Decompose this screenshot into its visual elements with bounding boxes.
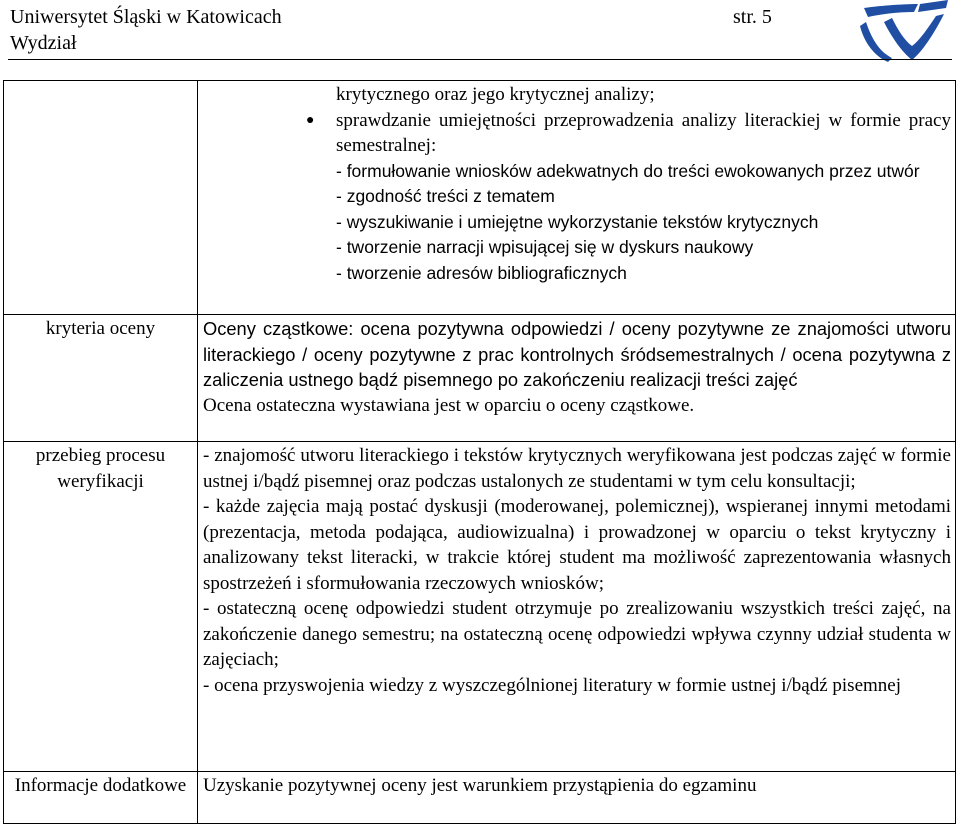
table-row xyxy=(4,315,956,442)
list-item: - zgodność treści z tematem xyxy=(336,186,555,206)
faculty-name: Wydział xyxy=(10,32,77,54)
table-row xyxy=(4,81,956,315)
paragraph: Ocena ostateczna wystawiana jest w oparciu o oceny cząstkowe. xyxy=(203,394,695,416)
row-content-additional xyxy=(198,772,956,824)
paragraph: - ocena przyswojenia wiedzy z wyszczególnionej literatury w formie ustnej i/bądź pisemnej xyxy=(203,674,901,696)
text-line: krytycznego oraz jego krytycznej analizy; xyxy=(336,84,655,105)
paragraph: - ostateczną ocenę odpowiedzi student otrzymuje po zrealizowaniu wszystkich treści zajęć, na zakończenie danego semestru; na ostateczną ocenę odpowiedzi wpływa czynny udział studenta w zajęciach; xyxy=(203,598,951,670)
bullet-text: sprawdzanie umiejętności przeprowadzenia analizy literackiej w formie pracy semestralnej: xyxy=(336,109,951,156)
list-item: - wyszukiwanie i umiejętne wykorzystanie tekstów krytycznych xyxy=(336,211,819,232)
row-content-criteria xyxy=(198,315,956,442)
table-row xyxy=(4,442,956,772)
bullet-list xyxy=(203,108,951,159)
list-item: - tworzenie narracji wpisującej się w dyskurs naukowy xyxy=(336,237,754,257)
row-content-verification xyxy=(198,442,956,772)
header-rule xyxy=(8,59,952,60)
header-line xyxy=(10,5,772,29)
table-row xyxy=(4,772,956,824)
list-item: - tworzenie adresów bibliograficznych xyxy=(336,262,627,283)
bullet-icon: ● xyxy=(306,112,315,128)
list-item xyxy=(203,108,951,159)
row-content-methods xyxy=(198,81,956,315)
paragraph: - każde zajęcia mają postać dyskusji (moderowanej, polemicznej), wspieranej innymi metodami (prezentacja, metoda podająca, audiowizualna) i prowadzonej w oparciu o tekst krytyczny i analizowany tekst literacki, w trakcie której student ma możliwość zaprezentowania własnych spostrzeżeń i sformułowania rzeczowych wniosków; xyxy=(203,496,951,594)
course-table xyxy=(3,80,956,824)
list-item: - formułowanie wniosków adekwatnych do treści ewokowanych przez utwór xyxy=(336,160,920,181)
paragraph: Oceny cząstkowe: ocena pozytywna odpowiedzi / oceny pozytywne ze znajomości utworu literackiego / oceny pozytywne z prac kontrolnych śródsemestralnych / ocena pozytywna z zaliczenia ustnego bądź pisemnego po zakończeniu realizacji treści zajęć xyxy=(203,318,951,390)
row-label-verification: przebieg procesu weryfikacji xyxy=(4,442,198,772)
university-logo xyxy=(858,0,950,66)
subline-list xyxy=(203,159,951,287)
row-label-criteria: kryteria oceny xyxy=(4,315,198,442)
university-name: Uniwersytet Śląski w Katowicach xyxy=(10,6,282,28)
row-label-empty xyxy=(4,81,198,315)
page-number: str. 5 xyxy=(733,6,772,28)
page-header xyxy=(0,0,960,70)
row-label-additional: Informacje dodatkowe xyxy=(4,772,198,824)
paragraph: Uzyskanie pozytywnej oceny jest warunkiem przystąpienia do egzaminu xyxy=(203,775,757,796)
paragraph: - znajomość utworu literackiego i tekstów krytycznych weryfikowana jest podczas zajęć w formie ustnej i/bądź pisemnej oraz podczas ustalonych ze studentami w tym celu konsultacji; xyxy=(203,445,951,492)
